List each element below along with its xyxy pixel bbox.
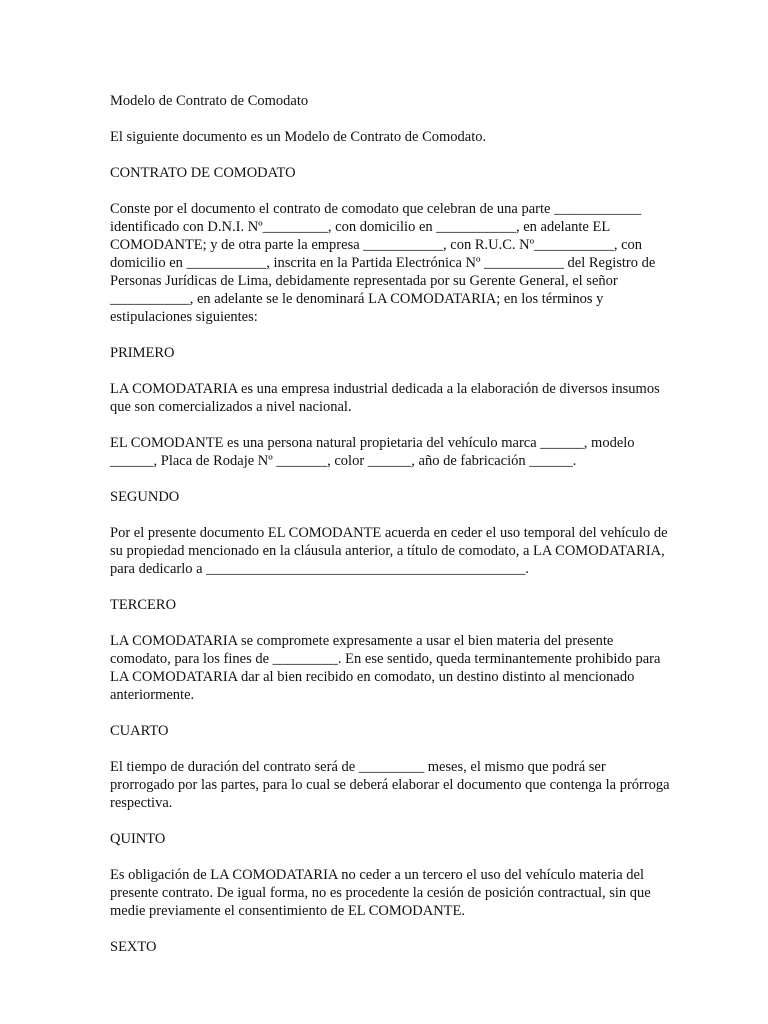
section-heading-sexto: SEXTO (110, 939, 157, 955)
section-heading-cuarto: CUARTO (110, 723, 169, 739)
section-paragraph: LA COMODATARIA se compromete expresamente a usar el bien materia del presente comodato, para los fines de _________. En ese sentido, queda terminantemente prohibido para LA COMODATARIA dar al bien recibido en comodato, un destino distinto al mencionado anteriormente. (110, 633, 661, 703)
document-body (110, 92, 670, 974)
section-paragraph: EL COMODANTE es una persona natural propietaria del vehículo marca ______, modelo ______, Placa de Rodaje Nº _______, color ______, año de fabricación ______. (110, 435, 635, 469)
section-paragraph: El tiempo de duración del contrato será de _________ meses, el mismo que podrá ser prorrogado por las partes, para lo cual se deberá elaborar el documento que contenga la prórroga respectiva. (110, 759, 670, 811)
section-heading-segundo: SEGUNDO (110, 489, 180, 505)
contract-preamble: Conste por el documento el contrato de comodato que celebran de una parte ____________ identificado con D.N.I. Nº_________, con domicilio en ___________, en adelante EL COMODANTE; y de otra parte la empresa ___________, con R.U.C. Nº___________, con domicilio en ___________, inscrita en la Partida Electrónica Nº ___________ del Registro de Personas Jurídicas de Lima, debidamente representada por su Gerente General, el señor ___________, en adelante se le denominará LA COMODATARIA; en los términos y estipulaciones siguientes: (110, 201, 656, 325)
section-heading-primero: PRIMERO (110, 345, 175, 361)
document-title: Modelo de Contrato de Comodato (110, 93, 309, 109)
section-paragraph: Por el presente documento EL COMODANTE acuerda en ceder el uso temporal del vehículo de su propiedad mencionado en la cláusula anterior, a título de comodato, a LA COMODATARIA, para dedicarlo a ____________________________________________. (110, 525, 668, 577)
section-heading-tercero: TERCERO (110, 597, 177, 613)
section-paragraph: Es obligación de LA COMODATARIA no ceder a un tercero el uso del vehículo materia del presente contrato. De igual forma, no es procedente la cesión de posición contractual, sin que medie previamente el consentimiento de EL COMODANTE. (110, 867, 651, 919)
section-heading-quinto: QUINTO (110, 831, 166, 847)
section-paragraph: LA COMODATARIA es una empresa industrial dedicada a la elaboración de diversos insumos que son comercializados a nivel nacional. (110, 381, 660, 415)
contract-heading: CONTRATO DE COMODATO (110, 165, 296, 181)
document-intro: El siguiente documento es un Modelo de Contrato de Comodato. (110, 129, 487, 145)
